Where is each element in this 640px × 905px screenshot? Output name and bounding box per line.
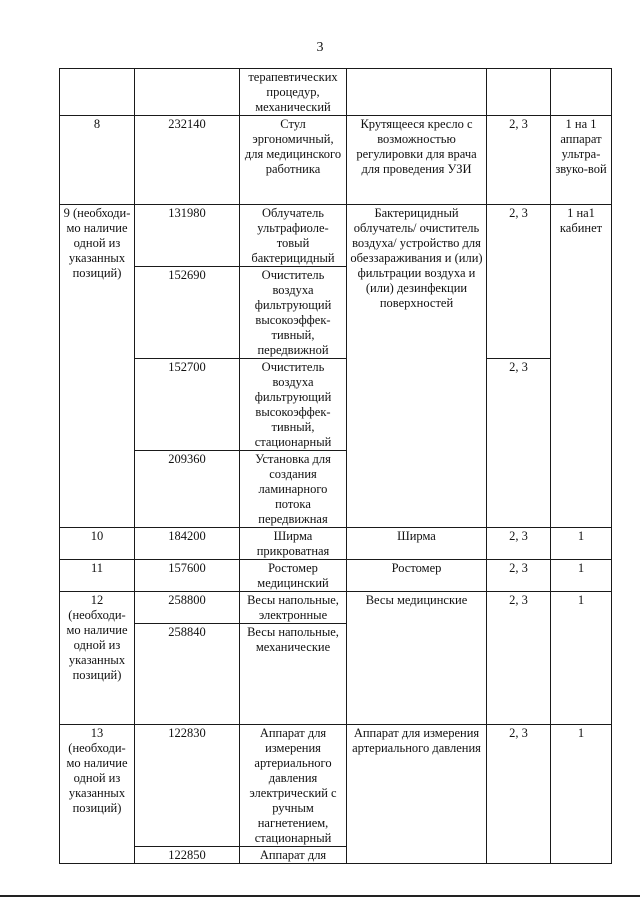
- cell-number: [60, 69, 135, 116]
- cell-description: Ростомер: [347, 560, 487, 592]
- cell-number: 12 (необходи-мо наличие одной из указанных позиций): [60, 592, 135, 725]
- cell-name: Ширма прикроватная: [240, 528, 347, 560]
- table-row: [60, 592, 612, 624]
- cell-number: 8: [60, 116, 135, 205]
- cell-number: 10: [60, 528, 135, 560]
- cell-class: 2, 3: [487, 205, 551, 359]
- cell-quantity: 1: [551, 725, 612, 864]
- cell-description: Аппарат для измерения артериального давления: [347, 725, 487, 864]
- cell-code: 152690: [135, 267, 240, 359]
- cell-name: Облучатель ультрафиоле-товый бактерицидный: [240, 205, 347, 267]
- cell-code: 122850: [135, 847, 240, 864]
- cell-class: 2, 3: [487, 592, 551, 725]
- page-number: 3: [316, 40, 324, 55]
- page-bottom-border: [0, 895, 640, 897]
- cell-code: 131980: [135, 205, 240, 267]
- cell-name: Ростомер медицинский: [240, 560, 347, 592]
- cell-name: Весы напольные, механические: [240, 624, 347, 725]
- cell-name: Весы напольные, электронные: [240, 592, 347, 624]
- cell-code: 258800: [135, 592, 240, 624]
- cell-class: 2, 3: [487, 359, 551, 528]
- cell-name: Аппарат для: [240, 847, 347, 864]
- cell-number: 11: [60, 560, 135, 592]
- table-row: [60, 528, 612, 560]
- cell-name: Очиститель воздуха фильтрующий высокоэффек-тивный, передвижной: [240, 267, 347, 359]
- cell-name: терапевтических процедур, механический: [240, 69, 347, 116]
- cell-code: 157600: [135, 560, 240, 592]
- table-row: [60, 205, 612, 267]
- cell-name: Установка для создания ламинарного потока передвижная: [240, 451, 347, 528]
- table-row: [60, 725, 612, 847]
- cell-class: [487, 69, 551, 116]
- cell-class: 2, 3: [487, 116, 551, 205]
- cell-number: 13 (необходи-мо наличие одной из указанных позиций): [60, 725, 135, 864]
- cell-code: 209360: [135, 451, 240, 528]
- cell-code: 258840: [135, 624, 240, 725]
- cell-code: 122830: [135, 725, 240, 847]
- table-row: [60, 69, 612, 116]
- table-row: [60, 359, 612, 451]
- cell-name: Аппарат для измерения артериального давления электрический с ручным нагнетением, стационарный: [240, 725, 347, 847]
- cell-quantity: [551, 69, 612, 116]
- cell-class: 2, 3: [487, 725, 551, 864]
- cell-code: 184200: [135, 528, 240, 560]
- cell-code: [135, 69, 240, 116]
- cell-description: Бактерицидный облучатель/ очиститель воздуха/ устройство для обеззараживания и (или) фильтрации воздуха и (или) дезинфекции поверхностей: [347, 205, 487, 528]
- equipment-table: [59, 68, 612, 864]
- cell-quantity: 1 на1 кабинет: [551, 205, 612, 528]
- cell-class: 2, 3: [487, 560, 551, 592]
- cell-quantity: 1: [551, 592, 612, 725]
- cell-quantity: 1: [551, 560, 612, 592]
- cell-description: Крутящееся кресло с возможностью регулировки для врача для проведения УЗИ: [347, 116, 487, 205]
- cell-name: Очиститель воздуха фильтрующий высокоэффек-тивный, стационарный: [240, 359, 347, 451]
- cell-number: 9 (необходи-мо наличие одной из указанных позиций): [60, 205, 135, 528]
- cell-name: Стул эргономичный, для медицинского работника: [240, 116, 347, 205]
- table-row: [60, 116, 612, 205]
- cell-class: 2, 3: [487, 528, 551, 560]
- cell-code: 232140: [135, 116, 240, 205]
- cell-description: Весы медицинские: [347, 592, 487, 725]
- table-row: [60, 560, 612, 592]
- cell-quantity: 1: [551, 528, 612, 560]
- cell-description: Ширма: [347, 528, 487, 560]
- cell-description: [347, 69, 487, 116]
- cell-quantity: 1 на 1 аппарат ультра-звуко-вой: [551, 116, 612, 205]
- cell-code: 152700: [135, 359, 240, 451]
